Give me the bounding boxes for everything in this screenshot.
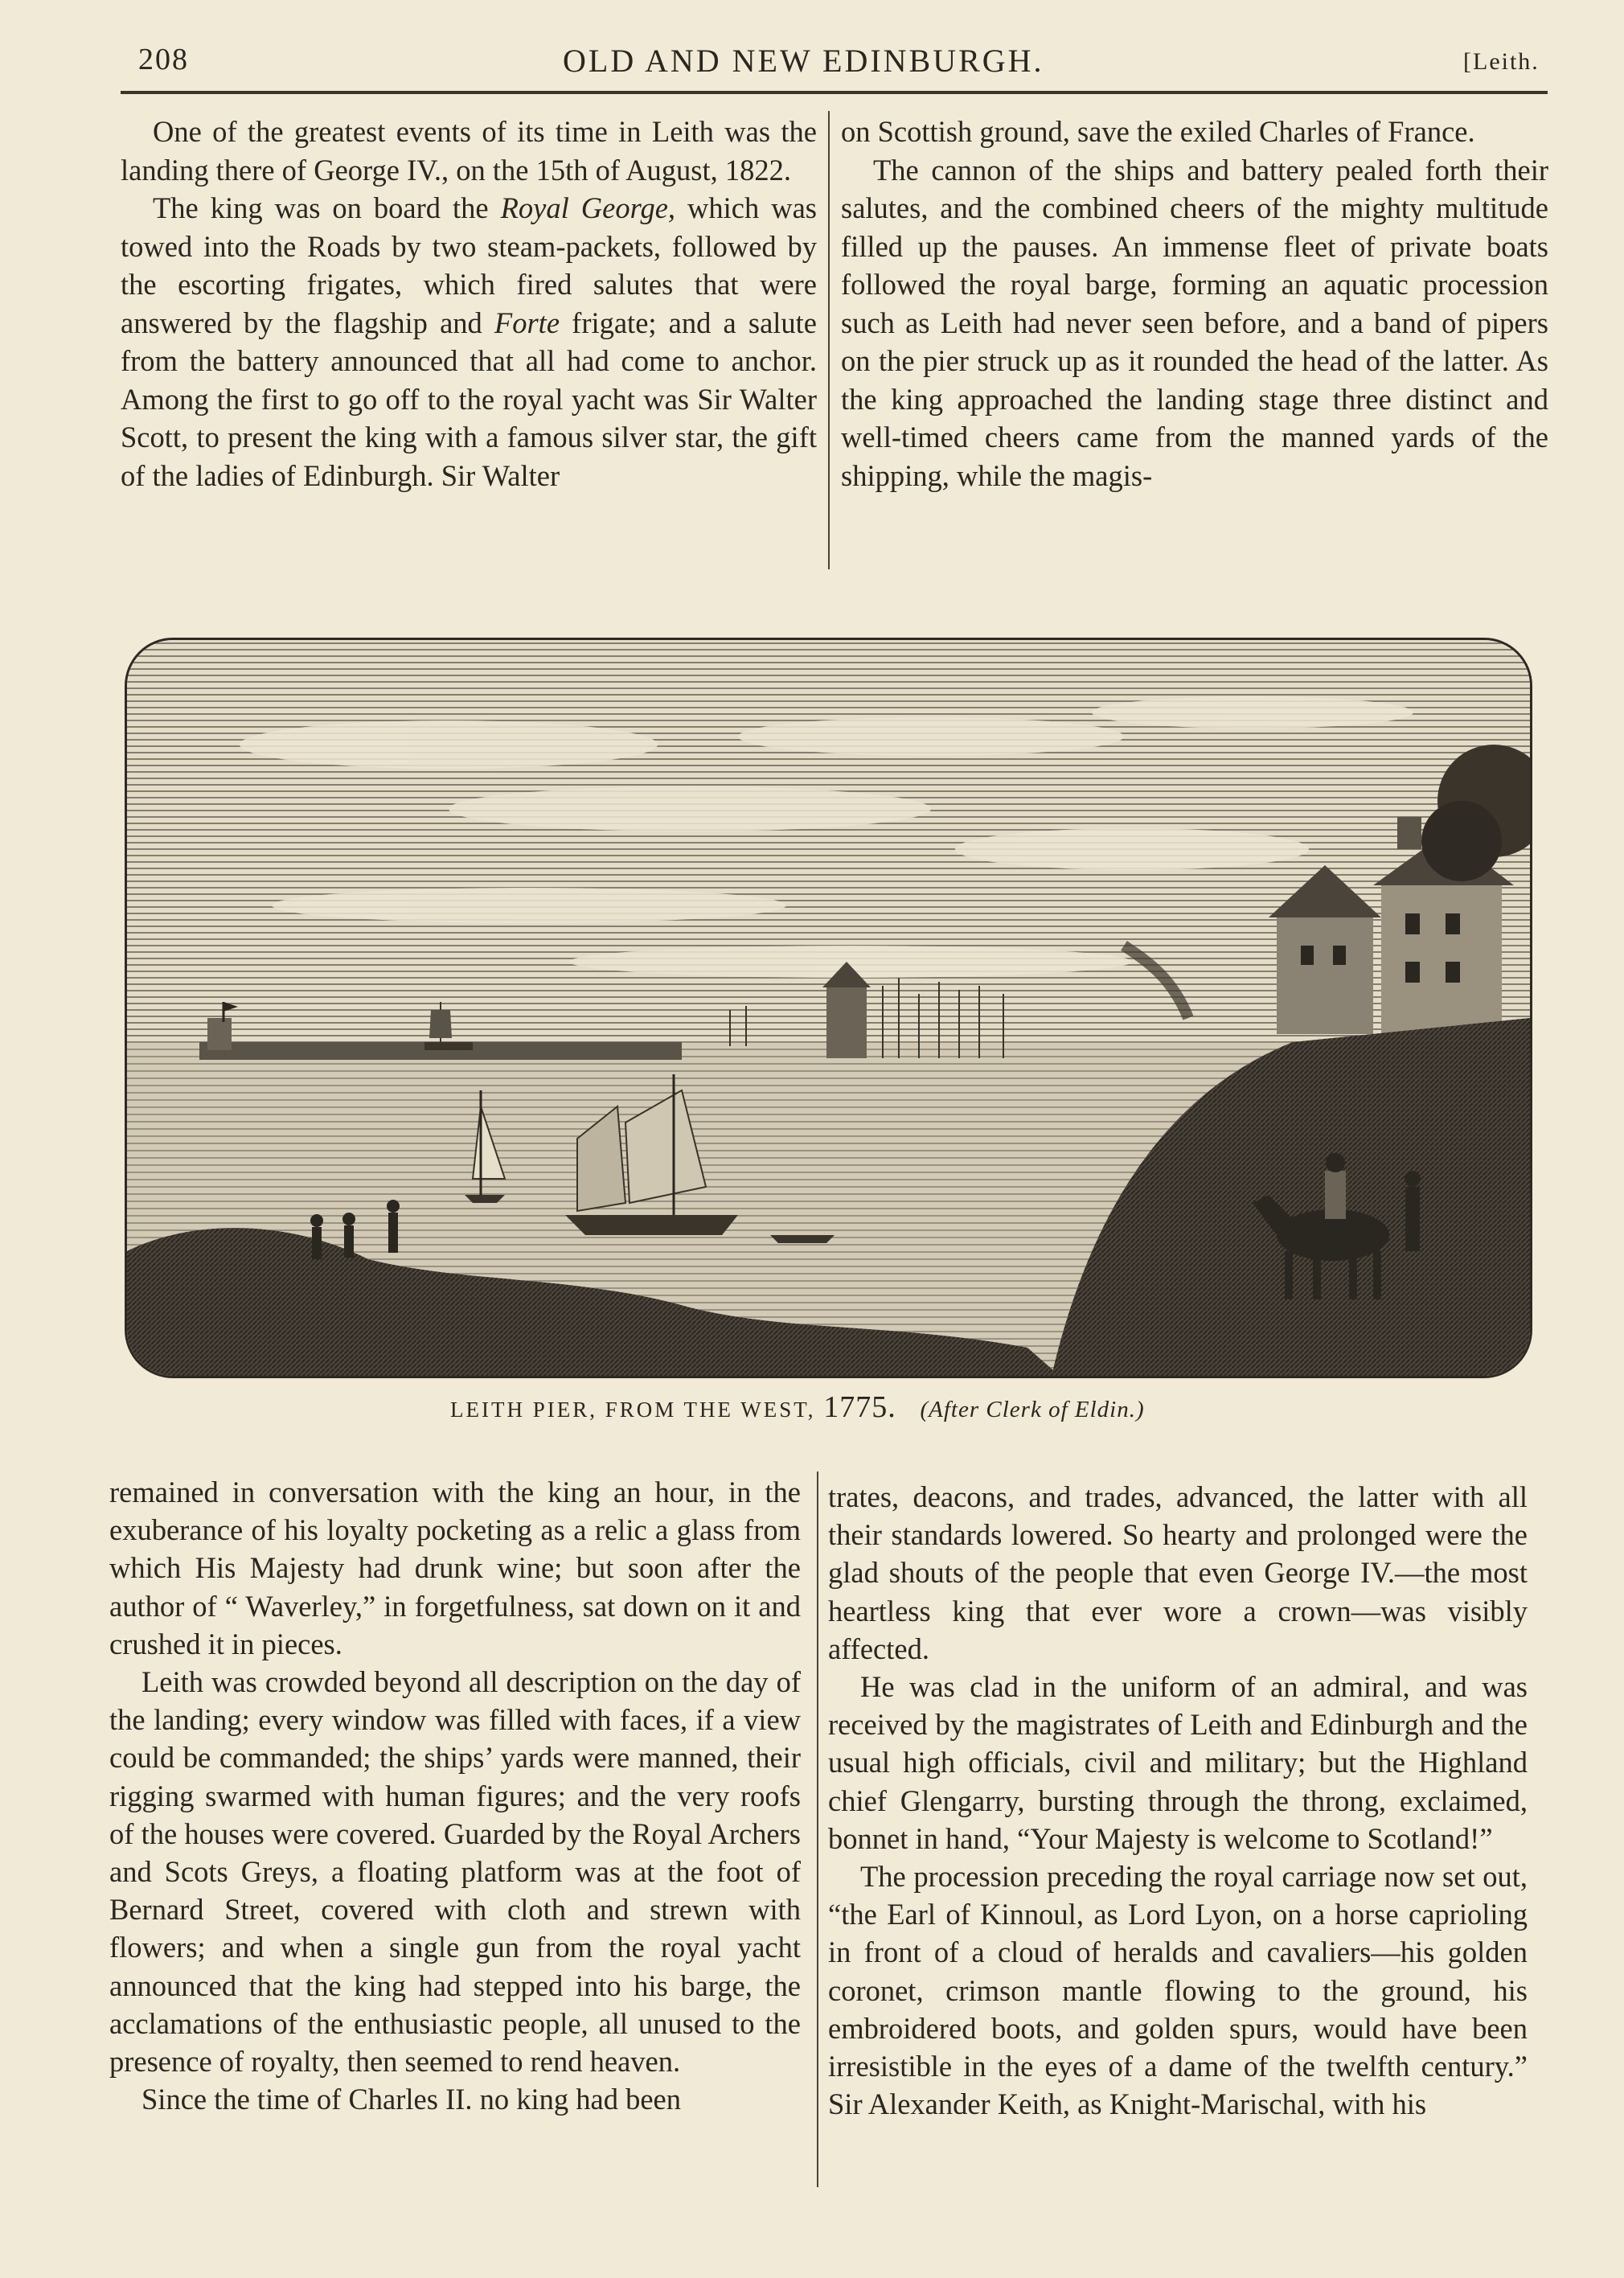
paragraph: He was clad in the uniform of an admiral, and was received by the magistrates of Leith and Edinburgh and the usual high officials, civil and military; but the Highland chief Glengarry, bursting through the throng, exclaimed, bonnet in hand, “Your Majesty is welcome to Scotland!” (828, 1670, 1528, 1855)
caption-credit: (After Clerk of Eldin.) (920, 1397, 1145, 1422)
text-run: The king was on board the (153, 191, 501, 224)
paragraph: One of the greatest events of its time in Leith was the landing there of George IV., on the 15th of August, 1822. (121, 115, 817, 187)
caption-title: LEITH PIER, FROM THE WEST, (450, 1398, 816, 1422)
paragraph: The cannon of the ships and battery pealed forth their salutes, and the combined cheers of the mighty multitude filled up the pauses. An immense fleet of private boats followed the royal barge, forming an aquatic procession such as Leith had never seen before, and a band of pipers on the pier struck up as it rounded the head of the latter. As the king approached the landing stage three distinct and well-timed cheers came from the manned yards of the shipping, while the magis- (841, 153, 1548, 492)
column-divider (828, 111, 830, 569)
column-top-right (841, 113, 1548, 495)
column-bottom-left (109, 1473, 801, 2118)
header-rule (121, 91, 1548, 94)
running-title: OLD AND NEW EDINBURGH. (563, 43, 1044, 79)
text-run: frigate; and a salute from the battery announced that all had come to anchor. Among the first to go off to the royal yacht was Sir Walter Scott, to present the king with a famous silver star, the gift of the ladies of Edinburgh. Sir Walter (121, 306, 818, 492)
leith-pier-engraving (127, 640, 1530, 1376)
paragraph: Since the time of Charles II. no king had been (141, 2083, 682, 2116)
paragraph (121, 189, 817, 495)
page-number: 208 (138, 43, 189, 76)
paragraph: on Scottish ground, save the exiled Charles of France. (841, 115, 1475, 148)
section-label: [Leith. (1463, 48, 1540, 75)
engraving-illustration (125, 638, 1532, 1378)
column-bottom-right (828, 1478, 1528, 2123)
ship-name: Forte (494, 306, 560, 339)
paragraph: remained in conversation with the king an hour, in the exuberance of his loyalty pocketing as a relic a glass from which His Majesty had drunk wine; but soon after the author of “ Waverley,” in forgetfulness, sat down on it and crushed it in pieces. (109, 1476, 801, 1660)
figure-caption (450, 1389, 1145, 1425)
ship-name: Royal George, (500, 191, 676, 224)
paragraph: trates, deacons, and trades, advanced, the latter with all their standards lowered. So hearty and prolonged were the glad shouts of the people that even George IV.—the most heartless king that ever wore a crown—was visibly affected. (828, 1480, 1528, 1665)
caption-year: 1775. (823, 1390, 896, 1424)
paragraph: Leith was crowded beyond all description on the day of the landing; every window was filled with faces, if a view could be commanded; the ships’ yards were manned, their rigging swarmed with human figures; and the very roofs of the houses were covered. Guarded by the Royal Archers and Scots Greys, a floating platform was at the foot of Bernard Street, covered with cloth and strewn with flowers; and when a single gun from the royal yacht announced that the king had stepped into his barge, the acclamations of the enthusiastic people, all unused to the presence of royalty, then seemed to rend heaven. (109, 1665, 801, 2079)
column-top-left (121, 113, 817, 495)
text-run: which was towed into the Roads by two steam-packets, followed by the escorting frigates, which fired salutes that were answered by the flagship and (121, 191, 818, 339)
column-divider (817, 1471, 818, 2187)
paragraph: The procession preceding the royal carriage now set out, “the Earl of Kinnoul, as Lord Lyon, on a horse caprioling in front of a cloud of heralds and cavaliers—his golden coronet, crimson mantle flowing to the ground, his embroidered boots, and golden spurs, would have been irresistible in the eyes of a dame of the twelfth century.” Sir Alexander Keith, as Knight-Marischal, with his (828, 1860, 1528, 2121)
